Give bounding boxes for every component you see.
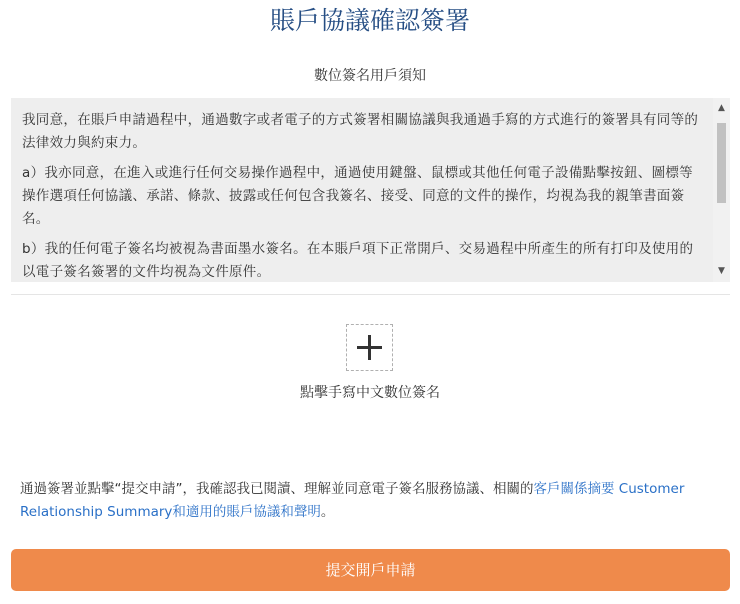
plus-icon-vertical: [368, 335, 371, 360]
terms-subtitle: 數位簽名用戶須知: [314, 68, 426, 84]
agreement-text-middle: 和適用的: [172, 504, 227, 520]
terms-content: [22, 109, 706, 282]
agreement-text-after: 。: [320, 504, 335, 520]
add-signature-button[interactable]: [346, 324, 393, 371]
submit-application-button[interactable]: 提交開戶申請: [11, 549, 730, 591]
divider: [11, 294, 730, 295]
terms-scrollbar[interactable]: [713, 98, 730, 282]
terms-paragraph-1: 我同意，在賬戶申請過程中，通過數字或者電子的方式簽署相關協議與我通過手寫的方式進行的簽署具有同等的法律效力與約束力。: [22, 112, 699, 151]
terms-paragraph-2: a）我亦同意，在進入或進行任何交易操作過程中，通過使用鍵盤、鼠標或其他任何電子設備點擊按鈕、圖標等操作選項任何協議、承諾、條款、披露或任何包含我簽名、接受、同意的文件的操作，均視為我的親筆書面簽名。: [22, 165, 693, 227]
account-agreement-link[interactable]: 賬戶協議和聲明: [226, 504, 321, 520]
scroll-up-arrow-icon[interactable]: ▲: [718, 103, 725, 113]
agreement-text-before: 通過簽署並點擊“提交申請”，我確認我已閱讀、理解並同意電子簽名服務協議、相關的: [20, 481, 534, 497]
terms-paragraph-3: b）我的任何電子簽名均被視為書面墨水簽名。在本賬戶項下正常開戶、交易過程中所產生的所有打印及使用的以電子簽名簽署的文件均視為文件原件。: [22, 241, 694, 280]
signature-label[interactable]: 點擊手寫中文數位簽名: [300, 385, 440, 401]
terms-scroll-box[interactable]: [11, 98, 730, 282]
agreement-statement: [20, 478, 720, 524]
page-title: 賬戶協議確認簽署: [269, 6, 470, 35]
scroll-thumb[interactable]: [717, 123, 726, 203]
scroll-down-arrow-icon[interactable]: ▼: [718, 266, 725, 276]
customer-relationship-summary-link[interactable]: 客戶關係摘要 Customer Relationship Summary: [20, 481, 685, 520]
